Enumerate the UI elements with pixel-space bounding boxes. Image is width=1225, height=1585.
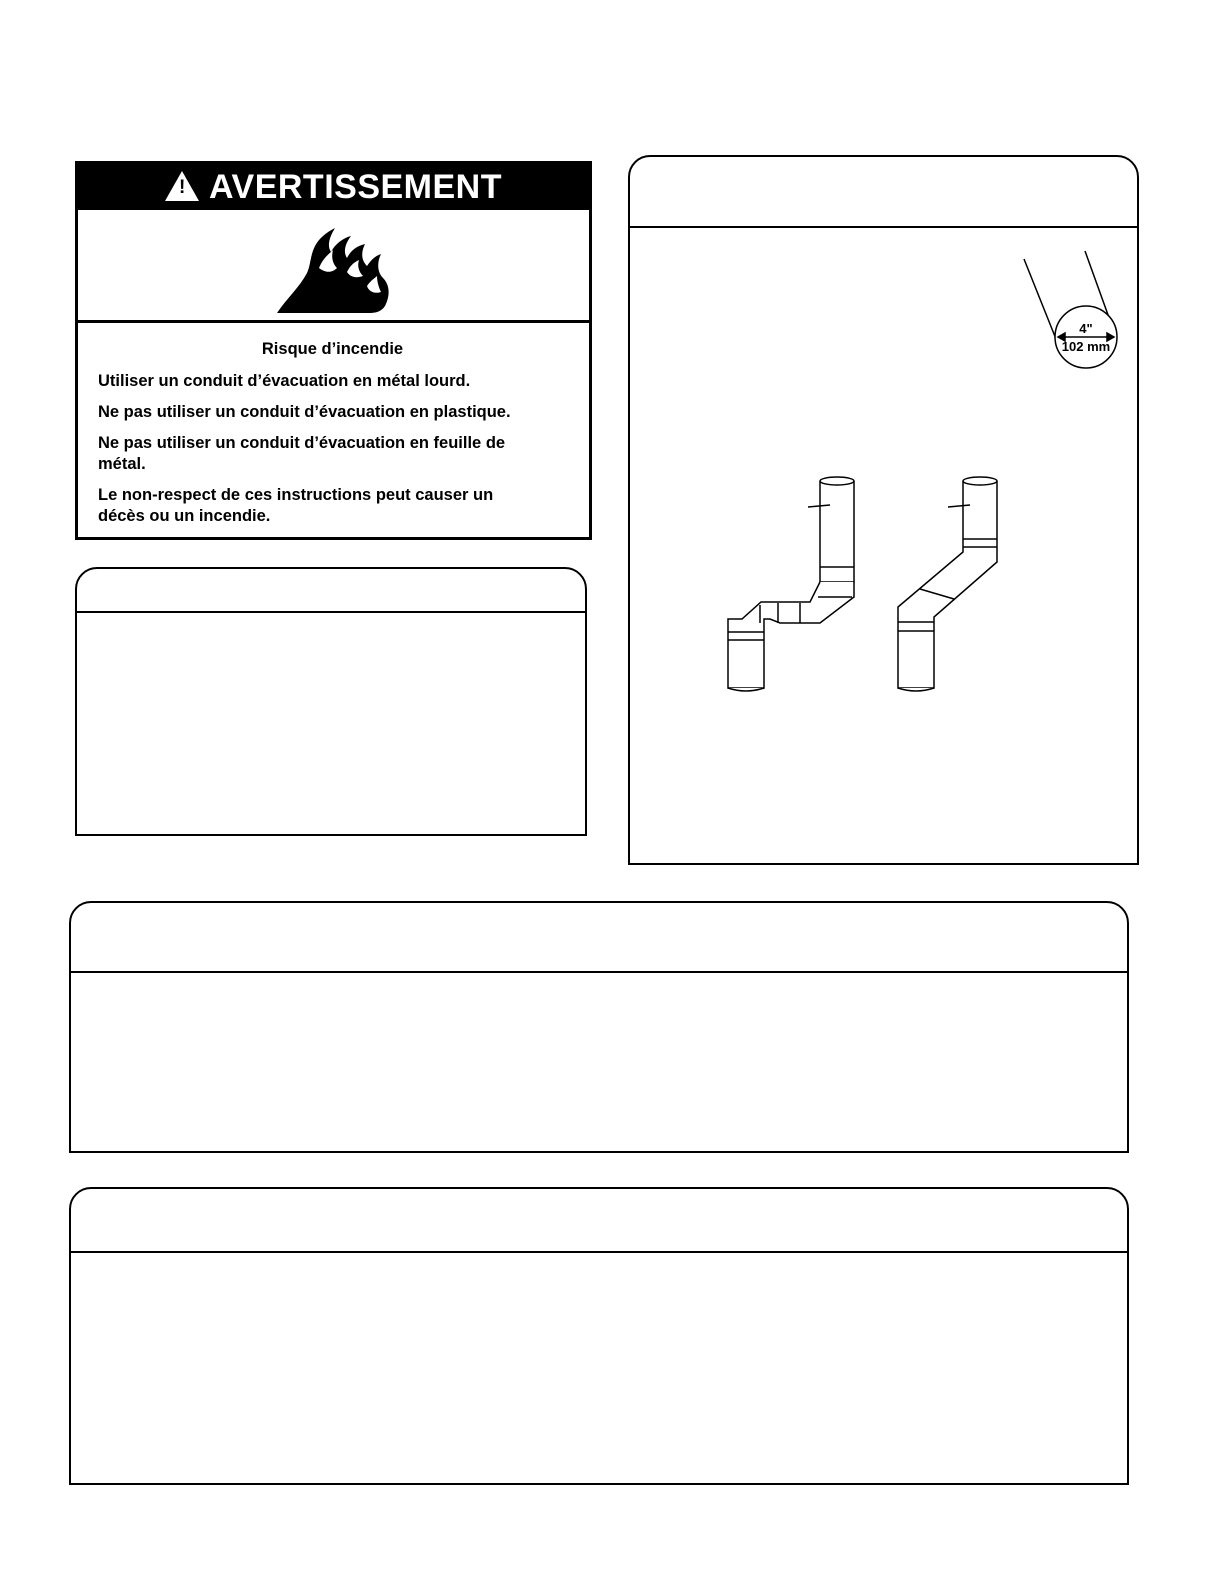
- warning-header: [78, 164, 589, 210]
- panel-divider: [77, 611, 585, 613]
- duct-offset-elbows: [728, 477, 854, 691]
- duct-illustration: [630, 157, 1137, 863]
- warning-box: [75, 161, 592, 540]
- wide-info-panel-2: [69, 1187, 1129, 1485]
- warning-line: Ne pas utiliser un conduit d’évacuation en plastique.: [98, 403, 511, 421]
- panel-divider: [71, 1251, 1127, 1253]
- duct-diagram-panel: [628, 155, 1139, 865]
- warning-heading: AVERTISSEMENT: [208, 167, 502, 206]
- warning-line: Ne pas utiliser un conduit d’évacuation en feuille de métal.: [98, 434, 506, 473]
- warning-text: [78, 326, 589, 537]
- warning-triangle-icon: !: [165, 171, 199, 201]
- panel-divider: [71, 971, 1127, 973]
- warning-line: Utiliser un conduit d’évacuation en métal lourd.: [98, 372, 471, 390]
- duct-diameter-mm: 102 mm: [1061, 339, 1111, 354]
- wide-info-panel-1: [69, 901, 1129, 1153]
- warning-title: Risque d’incendie: [261, 340, 404, 358]
- duct-offset-45: [898, 477, 997, 691]
- warning-line: Le non-respect de ces instructions peut causer un décès ou un incendie.: [98, 486, 494, 525]
- duct-diameter-inches: 4": [1079, 321, 1093, 336]
- fire-hazard-icon: [277, 228, 391, 313]
- left-info-panel: [75, 567, 587, 836]
- warning-icon-area: [78, 210, 589, 323]
